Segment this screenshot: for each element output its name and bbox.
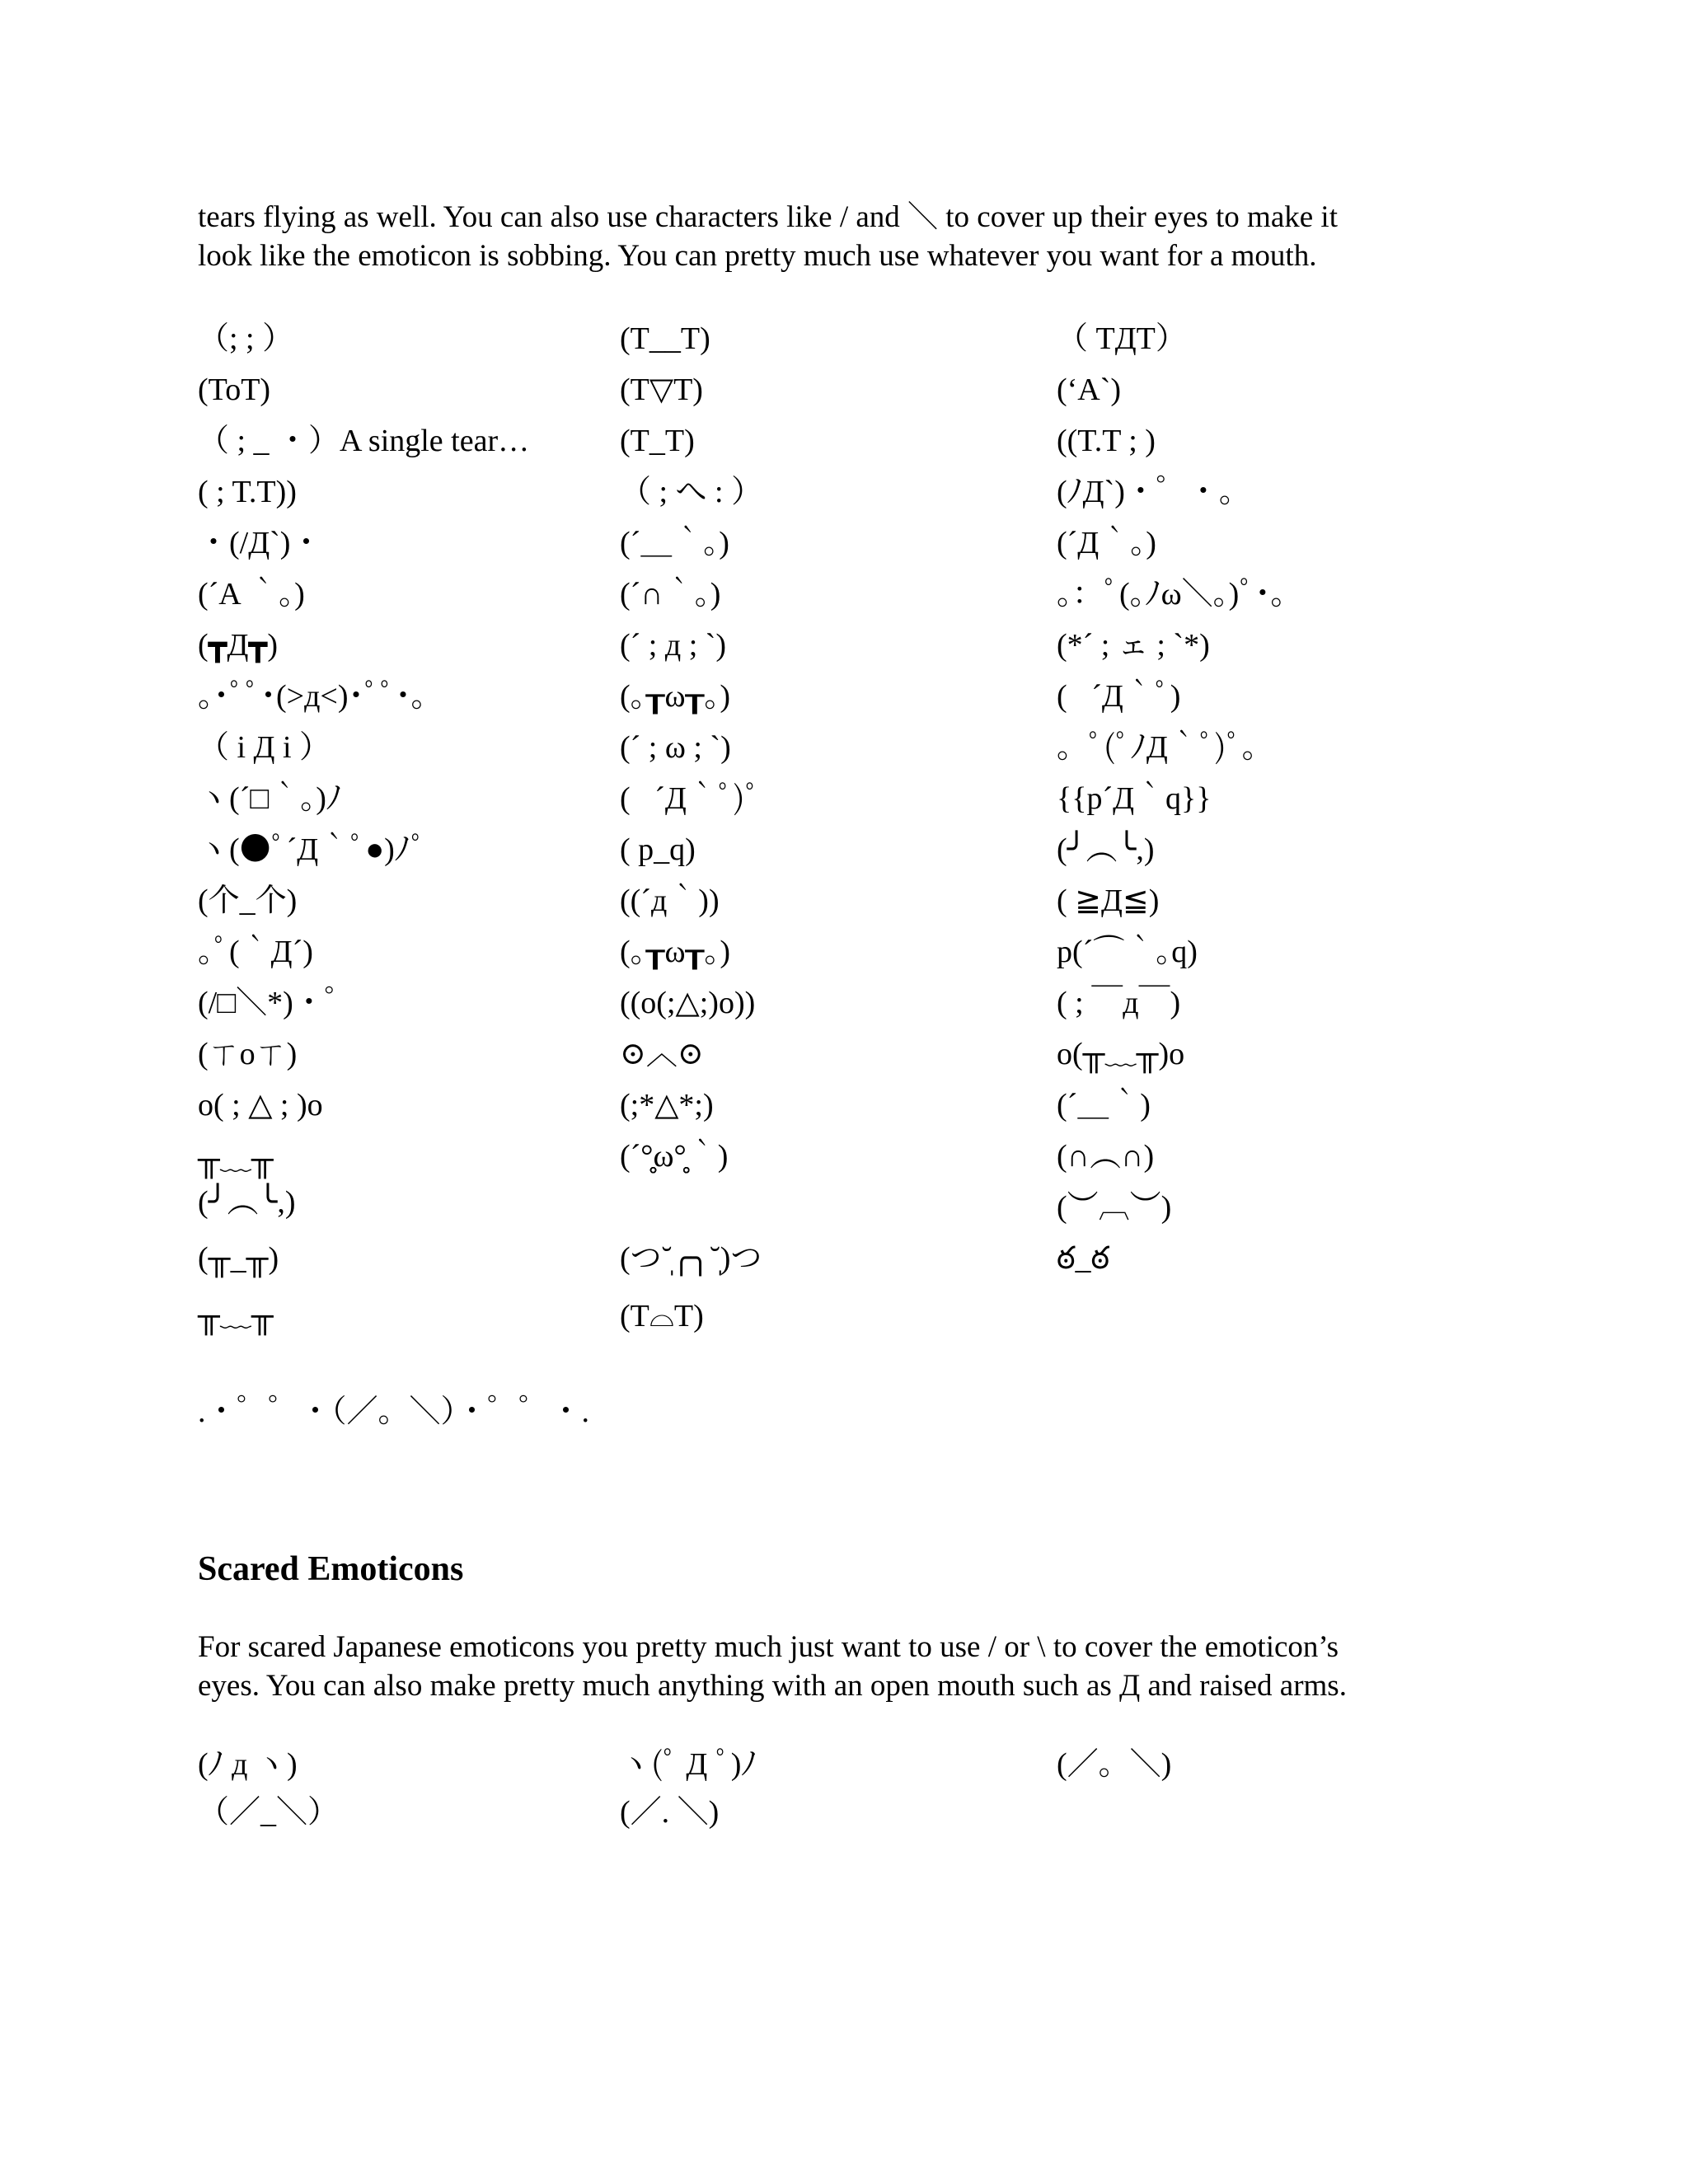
emoticon-item: (´＿｀) xyxy=(1057,1088,1151,1122)
emoticon-item: （ TДT） xyxy=(1057,321,1187,356)
emoticon-item: (つ˘̩╭╮˘̩)つ xyxy=(620,1241,762,1276)
emoticon-item: ( p_q) xyxy=(620,832,696,867)
emoticon-item: (┳Д┳) xyxy=(198,628,278,663)
emoticon-item: ((T.T ; ) xyxy=(1057,424,1156,458)
emoticon-item: （ i Д i ） xyxy=(198,730,331,765)
emoticon-item: (︶︹︶) xyxy=(1057,1190,1172,1225)
emoticon-item: (ﾉД`)・゜・。 xyxy=(1057,475,1250,509)
emoticon-item: (｡┰ω┰｡) xyxy=(620,679,731,714)
scared-para-line-1: For scared Japanese emoticons you pretty much just want to use / or \ to cover the emoticon’s xyxy=(198,1630,1339,1664)
emoticon-item: (∩︵∩) xyxy=(1057,1139,1155,1174)
emoticon-item: (╯︵╰,) xyxy=(198,1185,296,1220)
emoticon-item: (´ ; ω ; `) xyxy=(620,730,731,765)
intro-line-2: look like the emoticon is sobbing. You can pretty much use whatever you want for a mouth. xyxy=(198,239,1317,273)
emoticon-item: (／. ＼) xyxy=(620,1795,720,1830)
emoticon-item: (´＿｀。) xyxy=(620,526,729,560)
emoticon-item: ( ≧Д≦) xyxy=(1057,883,1160,918)
emoticon-item: 。ﾟ(ﾟﾉД｀ﾟ)ﾟ。 xyxy=(1057,730,1273,765)
emoticon-item: (｡┰ω┰｡) xyxy=(620,935,731,969)
emoticon-item: (个_个) xyxy=(198,883,298,918)
emoticon-item: ｡･ﾟﾟ･(>д<)･ﾟﾟ･｡ xyxy=(198,679,427,714)
emoticon-item: ・(/Д`)・ xyxy=(198,526,322,560)
emoticon-item: (ﾟ´Д｀ﾟ)ﾟ xyxy=(620,781,761,816)
emoticon-item: ((´д｀)) xyxy=(620,883,720,918)
emoticon-item: ( ; ￣д￣) xyxy=(1057,986,1181,1020)
emoticon-item: (T⌓T) xyxy=(620,1299,704,1333)
emoticon-item: ((o(;△;)o)) xyxy=(620,986,756,1020)
emoticon-item: ｡ﾟ(｀Д´)ﾟ｡ xyxy=(198,935,362,969)
emoticon-item: (´Д｀。) xyxy=(1057,526,1156,560)
emoticon-item: (ToT) xyxy=(198,373,271,407)
emoticon-item: (´∩｀。) xyxy=(620,577,721,612)
emoticon-item: ╥﹏╥ xyxy=(198,1142,274,1177)
emoticon-item: (／。＼) xyxy=(1057,1747,1172,1782)
emoticon-item: (/□＼*)・゜ xyxy=(198,986,356,1020)
emoticon-item: ( ; T.T)) xyxy=(198,475,297,509)
emoticon-item: (*´ ; ェ ; `*) xyxy=(1057,628,1210,663)
emoticon-item: ╥﹏╥ xyxy=(198,1299,274,1333)
scared-paragraph xyxy=(198,1628,1434,1705)
emoticon-item: （ ; _ ・）A single tear… xyxy=(198,424,530,458)
emoticon-item: ヽ(ﾟ Д ﾟ)ﾉ xyxy=(620,1747,757,1782)
emoticon-item: （ ; へ : ） xyxy=(620,475,763,509)
emoticon-item: （; ; ） xyxy=(198,321,294,356)
emoticon-item: ⊙︿⊙ xyxy=(620,1037,704,1071)
emoticon-item: o( ; △ ; )o xyxy=(198,1088,323,1122)
emoticon-item: ఠ_ఠ xyxy=(1057,1241,1110,1276)
scared-para-line-2: eyes. You can also make pretty much anything with an open mouth such as Д and raised arms. xyxy=(198,1669,1347,1703)
emoticon-item: 。：ﾟ(｡ﾉω＼｡)ﾟ･｡ xyxy=(1057,577,1287,612)
emoticon-item: (T▽T) xyxy=(620,373,703,407)
emoticon-item: .・゜゜・（／。＼）・゜゜・. xyxy=(198,1394,590,1429)
intro-line-1: tears flying as well. You can also use characters like / and ＼ to cover up their eyes to make it xyxy=(198,200,1338,234)
emoticon-item: (T_T) xyxy=(620,424,695,458)
emoticon-item: p(´⌒｀｡q) xyxy=(1057,935,1198,969)
intro-paragraph xyxy=(198,198,1434,275)
emoticon-item: (´ ; д ; `) xyxy=(620,628,727,663)
emoticon-item: (╯︵╰,) xyxy=(1057,832,1155,867)
emoticon-item: ヽ(´□｀。)ﾉ xyxy=(198,781,342,816)
emoticon-item: {{p´Д｀q}} xyxy=(1057,781,1212,816)
emoticon-item: o(╥﹏╥)o xyxy=(1057,1037,1185,1071)
section-heading: Scared Emoticons xyxy=(198,1550,464,1588)
emoticon-item: (T__T) xyxy=(620,321,710,356)
emoticon-item: (╥_╥) xyxy=(198,1241,279,1276)
emoticon-item: (ﾉ д ヽ) xyxy=(198,1747,298,1782)
emoticon-item: ヽ(●ﾟ´Д｀ﾟ●)ﾉﾟ xyxy=(198,832,426,867)
emoticon-item: (´°̥̥̥̥̥̥̥̥ω°̥̥̥̥̥̥̥̥｀) xyxy=(620,1139,729,1174)
emoticon-item: (;*△*;) xyxy=(620,1088,714,1122)
emoticon-item: (´A ｀。) xyxy=(198,577,305,612)
emoticon-item: (ﾟ´Д｀ﾟ) xyxy=(1057,679,1181,714)
emoticon-item: (ㄒoㄒ) xyxy=(198,1037,298,1071)
emoticon-item: （／_＼） xyxy=(198,1795,340,1830)
emoticon-item: (‘A`) xyxy=(1057,373,1122,407)
